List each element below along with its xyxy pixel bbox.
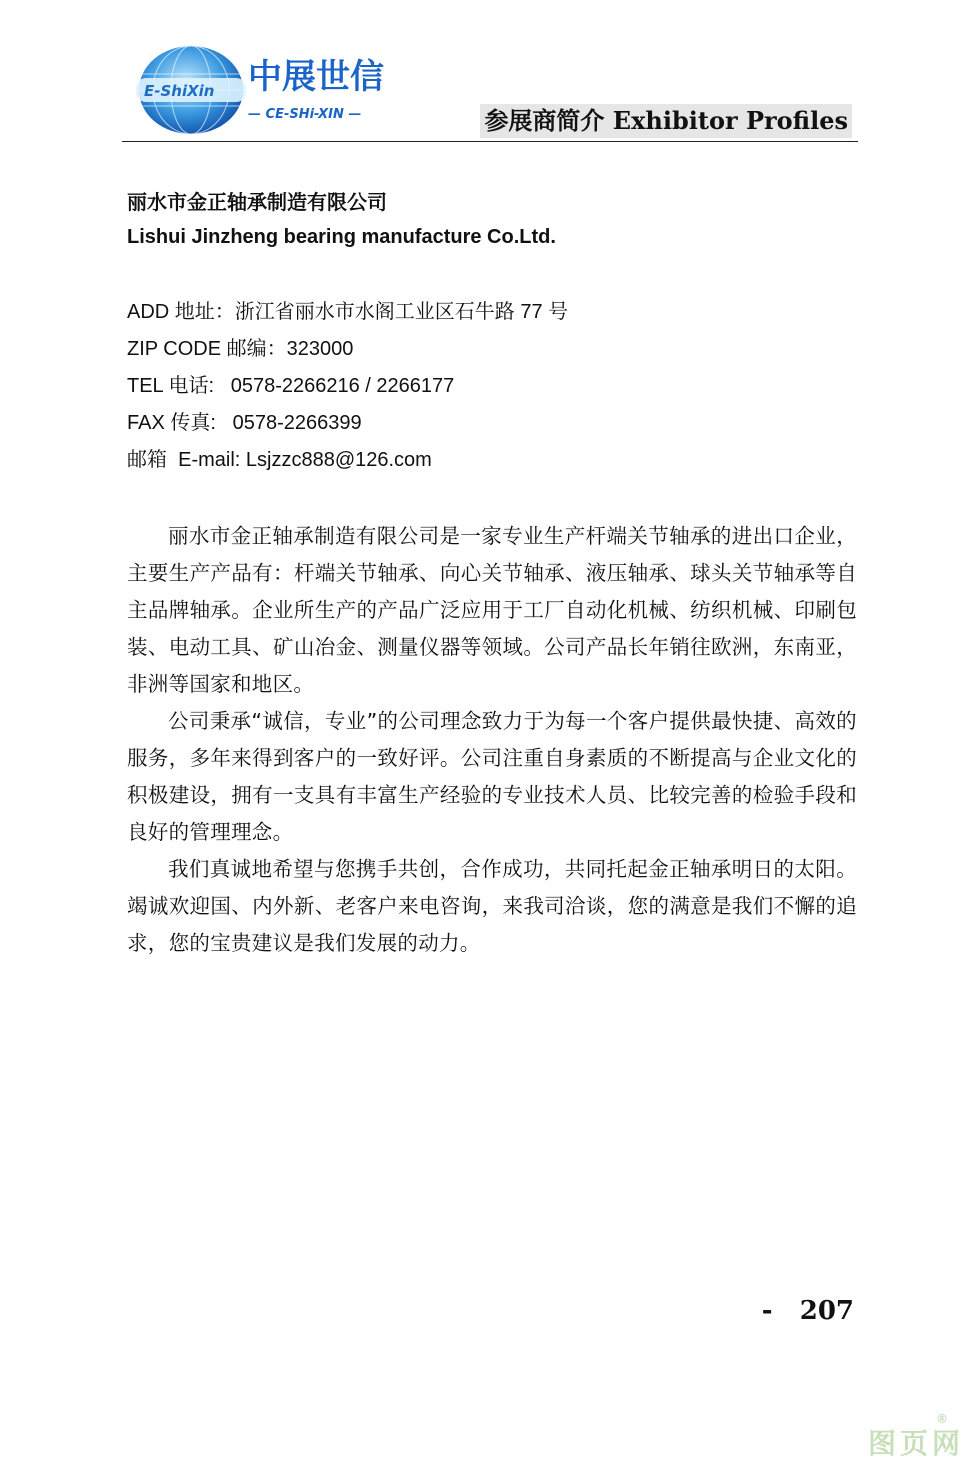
logo-cn-text: 中展世信	[248, 57, 384, 97]
registered-mark: ®	[936, 1412, 948, 1426]
section-title: 参展商简介 Exhibitor Profiles	[480, 104, 852, 138]
page-number: - 207	[761, 1296, 854, 1326]
header-divider	[122, 141, 858, 142]
paragraph-philosophy: 公司秉承“诚信，专业”的公司理念致力于为每一个客户提供最快捷、高效的服务，多年来得到客户的一致好评。公司注重自身素质的不断提高与企业文化的积极建设，拥有一支具有丰富生产经验的专业技术人员、比较完善的检验手段和良好的管理理念。	[127, 709, 857, 844]
tel-line: TEL 电话: 0578-2266216 / 2266177	[127, 375, 455, 397]
paragraph-intro: 丽水市金正轴承制造有限公司是一家专业生产杆端关节轴承的进出口企业，主要生产产品有：杆端关节轴承、向心关节轴承、液压轴承、球头关节轴承等自主品牌轴承。企业所生产的产品广泛应用于工厂自动化机械、纺织机械、印刷包装、电动工具、矿山冶金、测量仪器等领域。公司产品长年销往欧洲，东南亚，非洲等国家和地区。	[127, 524, 857, 696]
paragraph-invitation: 我们真诚地希望与您携手共创，合作成功，共同托起金正轴承明日的太阳。竭诚欢迎国、内外新、老客户来电咨询，来我司洽谈，您的满意是我们不懈的追求，您的宝贵建议是我们发展的动力。	[127, 857, 857, 955]
address-line: ADD 地址：浙江省丽水市水阁工业区石牛路 77 号	[127, 301, 569, 323]
logo-sub-text: — CE-SHi-XIN —	[248, 107, 362, 122]
company-logo	[136, 44, 406, 136]
email-line: 邮箱 E-mail: Lsjzzc888@126.com	[127, 449, 432, 471]
watermark	[867, 1412, 964, 1462]
company-name-en: Lishui Jinzheng bearing manufacture Co.Ltd.	[127, 226, 556, 248]
contact-block	[127, 294, 568, 479]
logo-en-text: E-ShiXin	[144, 82, 215, 100]
profile-body	[127, 518, 857, 962]
company-name-cn: 丽水市金正轴承制造有限公司	[127, 190, 387, 214]
fax-line: FAX 传真: 0578-2266399	[127, 412, 362, 434]
watermark-text: 图页网	[867, 1427, 964, 1460]
zip-line: ZIP CODE 邮编：323000	[127, 338, 354, 360]
